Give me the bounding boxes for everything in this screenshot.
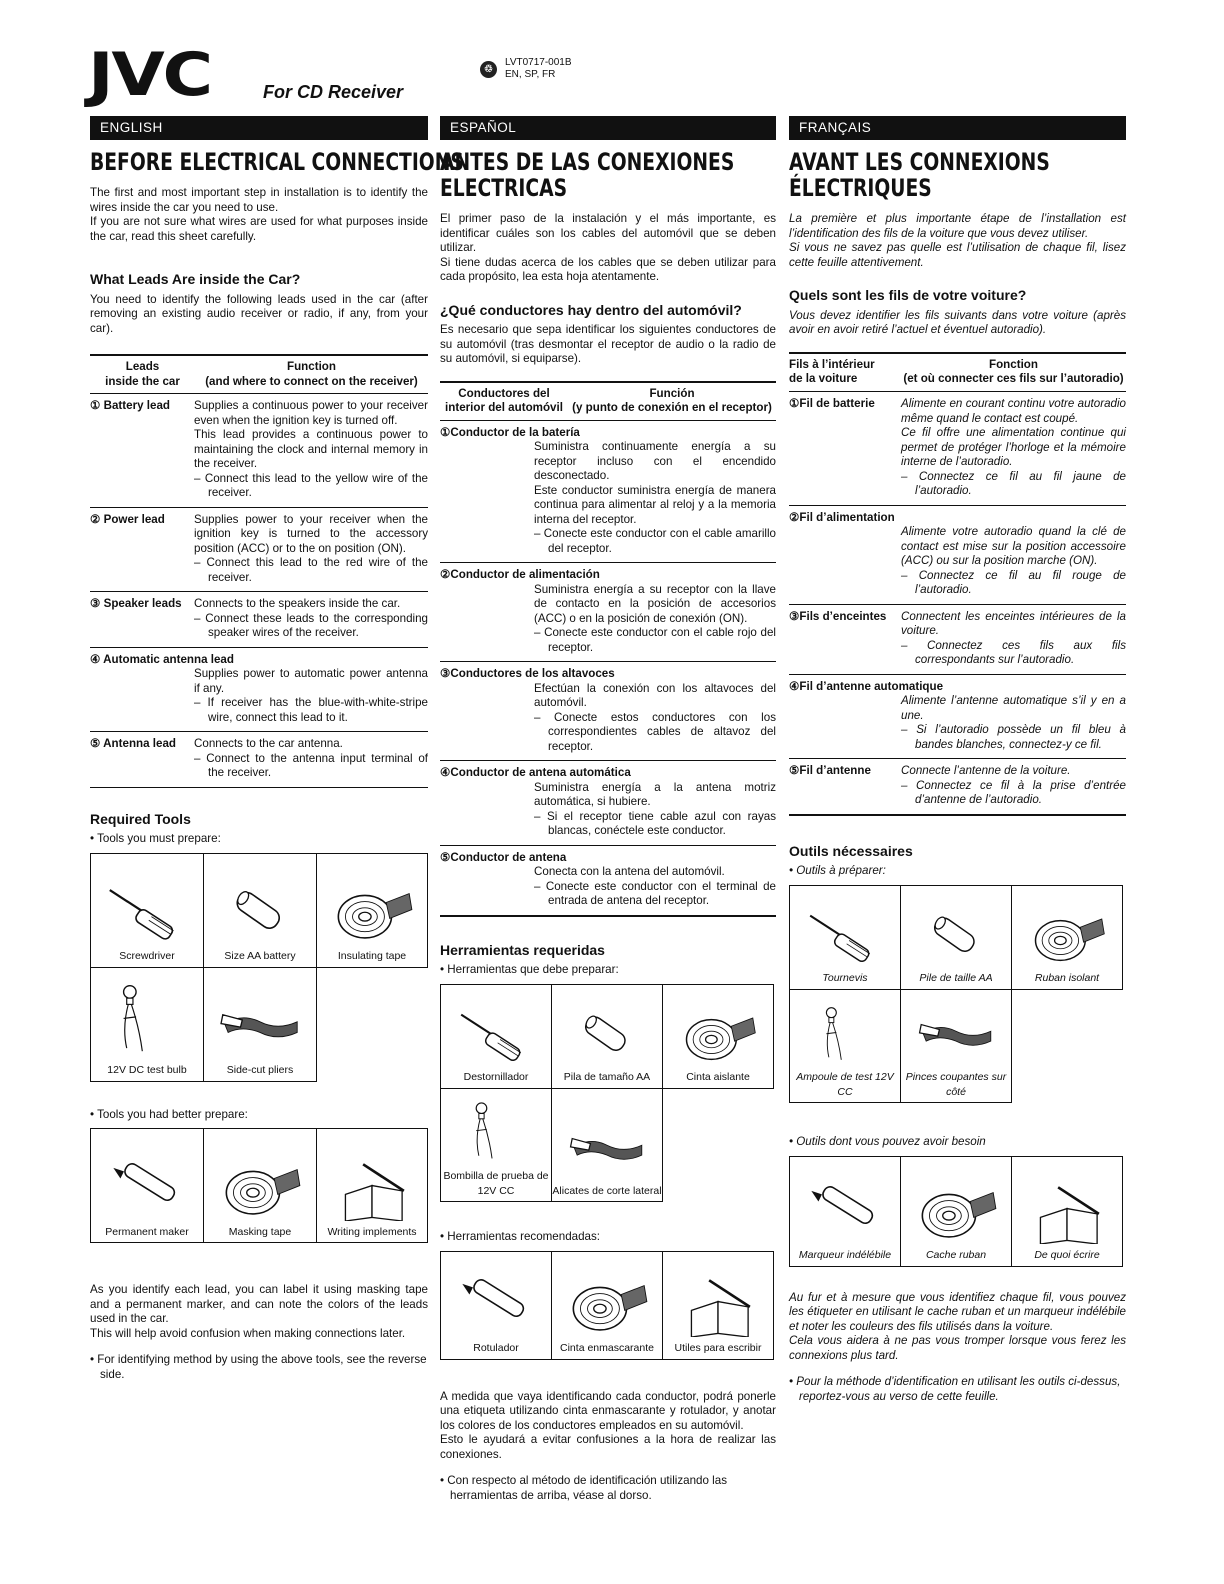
- spanish-lead-row-2: ②Conductor de alimentación Suministra energía a su receptor con la llave de contacto en la posición de accesorios (ACC) o en la posición de conexión (ON). – Conecte este conductor con el cable rojo del receptor.: [440, 563, 776, 662]
- french-tools-heading: Outils nécessaires: [789, 842, 913, 859]
- english-tail-1: As you identify each lead, you can label it using masking tape and a permanent marker, and can note the colors of the leads used in the car.: [90, 1283, 428, 1325]
- french-tools-optional-grid: [789, 1156, 1123, 1267]
- french-tool-insulating-tape: Ruban isolant: [1012, 885, 1123, 989]
- english-tool-writing: Writing implements: [317, 1129, 428, 1243]
- french-tool-test-bulb: Ampoule de test 12V CC: [790, 989, 901, 1103]
- english-reverse-note: • For identifying method by using the above tools, see the reverse side.: [90, 1353, 427, 1381]
- tape-roll-icon: [562, 1275, 652, 1337]
- test-bulb-icon: [810, 1004, 880, 1066]
- notebook-pen-icon: [327, 1159, 417, 1221]
- pliers-icon: [215, 997, 305, 1059]
- spanish-leads-heading: ¿Qué conductores hay dentro del automóvil?: [440, 301, 742, 318]
- spanish-title: ANTES DE LAS CONEXIONES ELECTRICAS: [440, 148, 735, 202]
- spanish-tool-masking-tape: Cinta enmascarante: [552, 1251, 663, 1359]
- french-tools-better: • Outils dont vous pouvez avoir besoin: [789, 1135, 986, 1148]
- french-lead-row-2: ②Fil d’alimentation Alimente votre autoradio quand la clé de contact est mise sur la position accessoire (ACC) ou sur la position marche (ON). – Connectez ce fil au fil rouge de l’autoradio.: [789, 506, 1126, 605]
- french-column: [789, 116, 1126, 1404]
- code-number: LVT0717-001B: [505, 57, 572, 68]
- spanish-tools-heading: Herramientas requeridas: [440, 941, 605, 958]
- english-intro-2: If you are not sure what wires are used for what purposes inside the car, read this sheet carefully.: [90, 215, 428, 243]
- english-lead-row-2: ② Power lead Supplies power to your receiver when the ignition key is turned to the accessory position (ACC) or to the on position (ON). – Connect this lead to the red wire of the receiver.: [90, 508, 428, 593]
- notebook-pen-icon: [1022, 1182, 1112, 1244]
- french-title: AVANT LES CONNEXIONS ÉLECTRIQUES: [789, 148, 1050, 202]
- english-tool-pliers: Side-cut pliers: [204, 967, 317, 1081]
- tape-roll-icon: [911, 1182, 1001, 1244]
- spanish-tool-insulating-tape: Cinta aislante: [663, 984, 774, 1088]
- product-subtitle: For CD Receiver: [263, 82, 404, 102]
- spanish-tool-pliers: Alicates de corte lateral: [552, 1088, 663, 1202]
- english-lead-row-5: ⑤ Antenna lead Connects to the car antenna. – Connect to the antenna input terminal of the receiver.: [90, 732, 428, 788]
- spanish-lead-row-3: ③Conductores de los altavoces Efectúan la conexión con los altavoces del automóvil. – Conecte estos conductores con los correspondientes cables de altavoz del receptor.: [440, 662, 776, 761]
- spanish-lead-row-1: ①Conductor de la batería Suministra continuamente energía a su receptor incluso con el encendido desconectado. Este conductor suministra energía de manera continua para alimentar al reloj y a la memoria interna del receptor. – Conecte este conductor con el cable amarillo del receptor.: [440, 421, 776, 564]
- english-tool-battery: Size AA battery: [204, 853, 317, 967]
- french-intro-2: Si vous ne savez pas quelle est l’utilisation de chaque fil, lisez cette feuille attentivement.: [789, 241, 1126, 269]
- test-bulb-icon: [107, 981, 187, 1059]
- spanish-tools-must: • Herramientas que debe preparar:: [440, 963, 619, 976]
- screwdriver-icon: [102, 883, 192, 945]
- english-title: BEFORE ELECTRICAL CONNECTIONS: [90, 148, 464, 176]
- spanish-tail-2: Esto le ayudará a evitar confusiones a la hora de realizar las conexiones.: [440, 1433, 776, 1461]
- pliers-icon: [911, 1008, 1001, 1066]
- english-tool-screwdriver: Screwdriver: [91, 853, 204, 967]
- french-tail-1: Au fur et à mesure que vous identifiez chaque fil, vous pouvez les étiqueter en utilisant le cache ruban et un marqueur indélébile et noter les couleurs des fils utilisés dans la voiture.: [789, 1290, 1126, 1333]
- english-lead-row-3: ③ Speaker leads Connects to the speakers inside the car. – Connect these leads to the corresponding speaker wires of the receiver.: [90, 592, 428, 648]
- english-tools-grid: [90, 853, 428, 1082]
- battery-icon: [911, 909, 1001, 967]
- battery-icon: [562, 1008, 652, 1066]
- french-language-bar: FRANÇAIS: [789, 116, 1126, 140]
- brand-logo: JVC: [88, 40, 211, 110]
- test-bulb-icon: [461, 1099, 531, 1165]
- french-leads-heading: Quels sont les fils de votre voiture?: [789, 287, 1027, 303]
- spanish-tool-test-bulb: Bombilla de prueba de 12V CC: [441, 1088, 552, 1202]
- spanish-lead-row-4: ④Conductor de antena automática Suministra energía a la antena motriz automática, si hubiere. – Si el receptor tiene cable azul con rayas blancas, conéctele este conductor.: [440, 761, 776, 846]
- english-lead-row-4: ④ Automatic antenna lead Supplies power to automatic power antenna if any. – If receiver has the blue-with-white-stripe wire, connect this lead to it.: [90, 648, 428, 733]
- spanish-lead-row-5: ⑤Conductor de antena Conecta con la antena del automóvil. – Conecte este conductor con el terminal de entrada de antena del receptor.: [440, 846, 776, 917]
- french-lead-row-5: ⑤Fil d’antenne Connecte l’antenne de la voiture. – Connectez ce fil à la prise d’entrée d’antenne de l’autoradio.: [789, 759, 1126, 816]
- english-tool-test-bulb: 12V DC test bulb: [91, 967, 204, 1081]
- french-reverse-note: • Pour la méthode d’identification en utilisant les outils ci-dessus, reportez-vous au verso de cette feuille.: [789, 1375, 1121, 1403]
- french-lead-row-1: ①Fil de batterie Alimente en courant continu votre autoradio même quand le contact est coupé. Ce fil offre une alimentation continue qui permet de protéger l’horloge et la mémoire interne de l’autoradio. – Connectez ce fil au fil jaune de l’autoradio.: [789, 392, 1126, 506]
- english-intro-1: The first and most important step in installation is to identify the wires inside the car you need to use.: [90, 186, 428, 214]
- french-tail-2: Cela vous aidera à ne pas vous tromper lorsque vous ferez les connexions plus tard.: [789, 1334, 1126, 1362]
- french-tools-grid: [789, 885, 1123, 1104]
- spanish-tool-screwdriver: Destornillador: [441, 984, 552, 1088]
- spanish-language-bar: ESPAÑOL: [440, 116, 776, 140]
- marker-icon: [451, 1275, 541, 1337]
- battery-icon: [215, 883, 305, 945]
- french-leads-intro: Vous devez identifier les fils suivants dans votre voiture (après avoir en avoir retiré l’actuel et éventuel autoradio).: [789, 308, 1126, 336]
- english-leads-intro: You need to identify the following leads used in the car (after removing an existing audio receiver or radio, if any, from your car).: [90, 292, 428, 335]
- spanish-leads-intro: Es necesario que sepa identificar los siguientes conductores de su automóvil (tras desmontar el receptor de audio o la radio de su automóvil, si equiparse).: [440, 323, 776, 365]
- english-leads-heading: What Leads Are inside the Car?: [90, 271, 301, 287]
- english-tools-must: • Tools you must prepare:: [90, 832, 221, 845]
- spanish-table-header: Conductores del interior del automóvil Función (y punto de conexión en el receptor): [440, 383, 776, 421]
- screwdriver-icon: [451, 1008, 541, 1066]
- document-code: [505, 57, 572, 81]
- spanish-column: [440, 116, 776, 1503]
- english-tool-marker: Permanent maker: [91, 1129, 204, 1243]
- spanish-tools-better: • Herramientas recomendadas:: [440, 1230, 601, 1243]
- french-tool-marker: Marqueur indélébile: [790, 1156, 901, 1266]
- spanish-tool-battery: Pila de tamaño AA: [552, 984, 663, 1088]
- spanish-tools-optional-grid: [440, 1251, 774, 1360]
- tape-roll-icon: [327, 883, 417, 945]
- english-tool-insulating-tape: Insulating tape: [317, 853, 428, 967]
- pliers-icon: [562, 1122, 652, 1180]
- tape-roll-icon: [673, 1008, 763, 1066]
- french-tool-writing: De quoi écrire: [1012, 1156, 1123, 1266]
- spanish-intro-2: Si tiene dudas acerca de los cables que se deben utilizar para cada propósito, lea esta hoja atentamente.: [440, 255, 776, 283]
- english-tools-heading: Required Tools: [90, 810, 191, 827]
- english-language-bar: ENGLISH: [90, 116, 428, 140]
- code-languages: EN, SP, FR: [505, 69, 556, 80]
- french-lead-row-3: ③Fils d’enceintes Connectent les enceintes intérieures de la voiture. – Connectez ces fils aux fils correspondants sur l’autoradio.: [789, 605, 1126, 675]
- french-table-header: Fils à l’intérieur de la voiture Fonction (et où connecter ces fils sur l’autoradio): [789, 354, 1126, 392]
- french-tool-screwdriver: Tournevis: [790, 885, 901, 989]
- spanish-reverse-note: • Con respecto al método de identificación utilizando las herramientas de arriba, véase al dorso.: [440, 1474, 727, 1502]
- tape-roll-icon: [1022, 909, 1112, 967]
- french-tool-pliers: Pinces coupantes sur côté: [901, 989, 1012, 1103]
- notebook-pen-icon: [673, 1275, 763, 1337]
- english-tools-optional-grid: [90, 1128, 428, 1243]
- recycle-icon: ♲: [480, 61, 497, 78]
- english-column: [90, 116, 464, 1382]
- english-table-header: Leads inside the car Function (and where to connect on the receiver): [90, 356, 428, 394]
- french-tool-battery: Pile de taille AA: [901, 885, 1012, 989]
- screwdriver-icon: [800, 909, 890, 967]
- marker-icon: [102, 1159, 192, 1221]
- french-intro-1: La première et plus importante étape de l’installation est l’identification des fils de la voiture que vous devez utiliser.: [789, 212, 1126, 240]
- spanish-intro-1: El primer paso de la instalación y el más importante, es identificar cuáles son los cables del automóvil que se deben utilizar.: [440, 212, 776, 254]
- english-tail-2: This will help avoid confusion when making connections later.: [90, 1326, 406, 1340]
- spanish-tool-writing: Utiles para escribir: [663, 1251, 774, 1359]
- marker-icon: [800, 1182, 890, 1244]
- spanish-tools-grid: [440, 984, 774, 1203]
- spanish-tail-1: A medida que vaya identificando cada conductor, podrá ponerle una etiqueta utilizando cinta enmascarante y rotulador, y anotar los colores de los conductores empleados en su automóvil.: [440, 1389, 776, 1432]
- tape-roll-icon: [215, 1159, 305, 1221]
- french-tool-masking-tape: Cache ruban: [901, 1156, 1012, 1266]
- english-lead-row-1: ① Battery lead Supplies a continuous power to your receiver even when the ignition key is turned off. This lead provides a continuous power to maintaining the clock and internal memory in the receiver. – Connect this lead to the yellow wire of the receiver.: [90, 394, 428, 508]
- french-tools-must: • Outils à préparer:: [789, 864, 886, 877]
- spanish-tool-marker: Rotulador: [441, 1251, 552, 1359]
- french-lead-row-4: ④Fil d’antenne automatique Alimente l’antenne automatique s’il y en a une. – Si l’autoradio possède un fil bleu à bandes blanches, connectez-y ce fil.: [789, 675, 1126, 760]
- english-tool-masking-tape: Masking tape: [204, 1129, 317, 1243]
- english-tools-better: • Tools you had better prepare:: [90, 1107, 248, 1121]
